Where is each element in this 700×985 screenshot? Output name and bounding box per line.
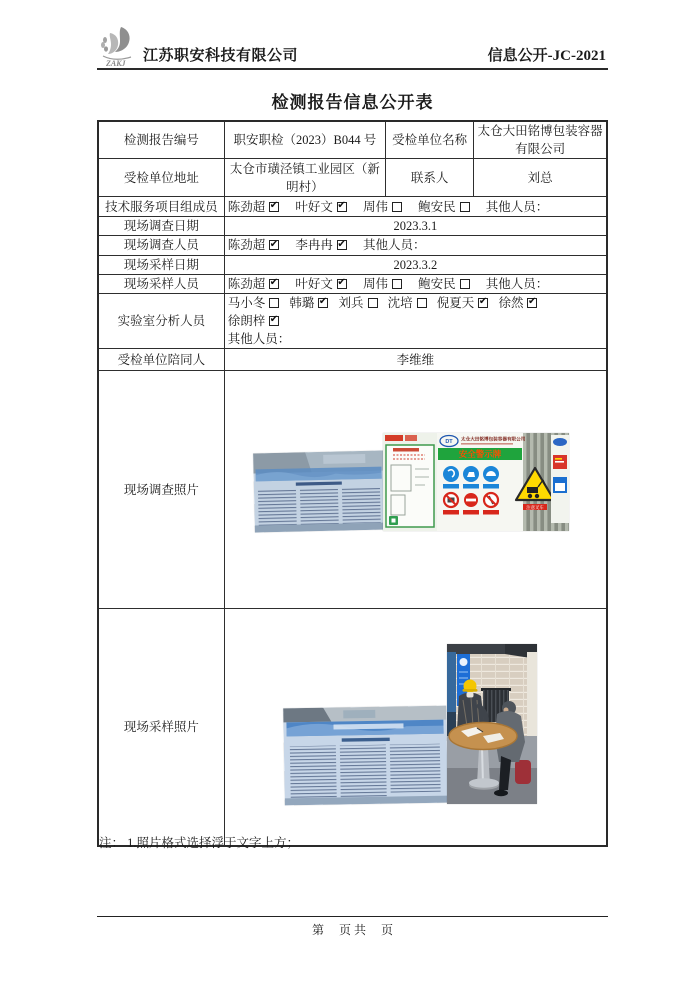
checkbox-icon: [269, 202, 279, 212]
dt-logo-text: DT: [445, 439, 453, 446]
sampling-date-label: 现场采样日期: [98, 255, 224, 274]
checkbox-icon: [417, 298, 427, 308]
member-item: [228, 277, 280, 291]
checkbox-icon: [337, 240, 347, 250]
blue-equipment: [447, 652, 456, 712]
table-row: [98, 371, 607, 609]
unit-address-label: 受检单位地址: [98, 159, 224, 197]
lab-staff-label: 实验室分析人员: [98, 293, 224, 348]
member-name: 马小冬: [227, 295, 266, 310]
page-number-text: 第 页 共 页: [311, 923, 393, 937]
checkbox-icon: [337, 279, 347, 289]
table-row: [98, 121, 607, 159]
sampling-date-value: 2023.3.2: [224, 255, 607, 274]
safety-banner-text: 安全警示牌: [458, 449, 501, 460]
member-name: 刘兵: [338, 295, 364, 310]
tech-team-members: [224, 197, 607, 217]
member-name: 徐然: [498, 295, 524, 310]
partial-sign-board: [551, 435, 569, 523]
checkbox-icon: [337, 202, 347, 212]
member-item: [228, 200, 280, 214]
warning-label-text: 注意叉车: [525, 504, 544, 510]
checkbox-icon: [269, 316, 279, 326]
survey-date-value: 2023.3.1: [224, 217, 607, 236]
company-name: 江苏职安科技有限公司: [143, 48, 299, 64]
red-stool: [515, 760, 531, 784]
survey-date-label: 现场调查日期: [98, 217, 224, 236]
member-name: 叶好文: [295, 276, 333, 291]
member-item: [363, 200, 402, 214]
member-name: 陈劲超: [227, 276, 266, 291]
checkbox-icon: [460, 279, 470, 289]
footnote: 注： 1.照片格式选择浮于文字上方；: [99, 836, 300, 850]
page-title: 检测报告信息公开表: [271, 93, 434, 112]
document-code: 信息公开-JC-2021: [487, 48, 606, 64]
sampling-photos-cell: [224, 609, 607, 846]
table-row: [98, 197, 607, 217]
table-row: [98, 293, 607, 348]
report-no-value: 职安职检（2023）B044 号: [224, 121, 385, 159]
other-staff-label: 其他人员：: [227, 332, 291, 346]
contact-value: 刘总: [474, 159, 607, 197]
unit-name-value: 太仓大田铭博包装容器有限公司: [474, 121, 607, 159]
mandatory-sign-icons: [443, 466, 499, 489]
member-item: [228, 314, 280, 328]
table-row: [98, 609, 607, 846]
photo-survey-notice-board: [253, 451, 385, 533]
member-name: 沈培: [387, 295, 413, 310]
member-item: [228, 238, 280, 252]
other-staff-label: 其他人员：: [485, 276, 549, 291]
checkbox-icon: [269, 298, 279, 308]
other-staff-label: 其他人员：: [485, 199, 549, 214]
member-item: [363, 277, 402, 291]
member-item: [418, 277, 470, 291]
sampling-staff-members: [224, 274, 607, 293]
member-name: 陈劲超: [227, 199, 266, 214]
member-item: [498, 296, 537, 310]
survey-photos-cell: [224, 371, 607, 609]
checkbox-icon: [478, 298, 488, 308]
checkbox-icon: [269, 279, 279, 289]
member-name: 徐朗梓: [227, 313, 266, 328]
logo-text: ZAKJ: [106, 59, 126, 68]
member-name: 叶好文: [295, 199, 333, 214]
checkbox-icon: [392, 202, 402, 212]
member-name: 周伟: [363, 276, 389, 291]
member-item: [437, 296, 489, 310]
member-name: 倪夏天: [436, 295, 475, 310]
member-name: 周伟: [363, 199, 389, 214]
member-item: [228, 296, 280, 310]
checkbox-icon: [460, 202, 470, 212]
sign-company-name: 太仓大田铭博包装容器有限公司: [460, 436, 526, 442]
unit-name-label: 受检单位名称: [386, 121, 474, 159]
table-row: [98, 236, 607, 255]
table-row: [98, 349, 607, 371]
evacuation-map-panel: [383, 433, 437, 531]
checkbox-icon: [527, 298, 537, 308]
member-name: 陈劲超: [227, 238, 266, 253]
photo-sampling-people: [447, 644, 537, 804]
member-name: 韩璐: [289, 295, 315, 310]
table-row: [98, 274, 607, 293]
member-item: [295, 277, 347, 291]
member-item: [418, 200, 470, 214]
survey-photos-label: 现场调查照片: [98, 371, 224, 609]
escort-value: 李维维: [224, 349, 607, 371]
member-item: [339, 296, 378, 310]
sampling-staff-label: 现场采样人员: [98, 274, 224, 293]
table-row: [98, 159, 607, 197]
checkbox-icon: [392, 279, 402, 289]
contact-label: 联系人: [386, 159, 474, 197]
page-header: [97, 26, 608, 70]
escort-label: 受检单位陪同人: [98, 349, 224, 371]
other-staff-label: 其他人员：: [363, 238, 426, 253]
report-no-label: 检测报告编号: [98, 121, 224, 159]
company-logo-icon: [99, 26, 139, 68]
photo-safety-sign-board: [383, 433, 569, 531]
member-item: [295, 200, 347, 214]
checkbox-icon: [318, 298, 328, 308]
footer-divider: [97, 916, 608, 917]
member-item: [295, 238, 347, 252]
table-row: [98, 217, 607, 236]
survey-staff-members: [224, 236, 607, 255]
table-row: [98, 255, 607, 274]
unit-address-value: 太仓市璜泾镇工业园区（新明村）: [224, 159, 385, 197]
sampling-photos-label: 现场采样照片: [98, 609, 224, 846]
member-item: [289, 296, 328, 310]
member-item: [388, 296, 427, 310]
checkbox-icon: [269, 240, 279, 250]
member-name: 鲍安民: [418, 276, 456, 291]
survey-staff-label: 现场调查人员: [98, 236, 224, 255]
photo-sampling-notice-board: [283, 706, 448, 806]
member-name: 鲍安民: [418, 199, 456, 214]
prohibition-sign-icons: [443, 493, 499, 515]
checkbox-icon: [368, 298, 378, 308]
member-name: 李冉冉: [295, 238, 333, 253]
tech-team-label: 技术服务项目组成员: [98, 197, 224, 217]
info-table: [97, 120, 608, 847]
lab-staff-members: [224, 293, 607, 348]
